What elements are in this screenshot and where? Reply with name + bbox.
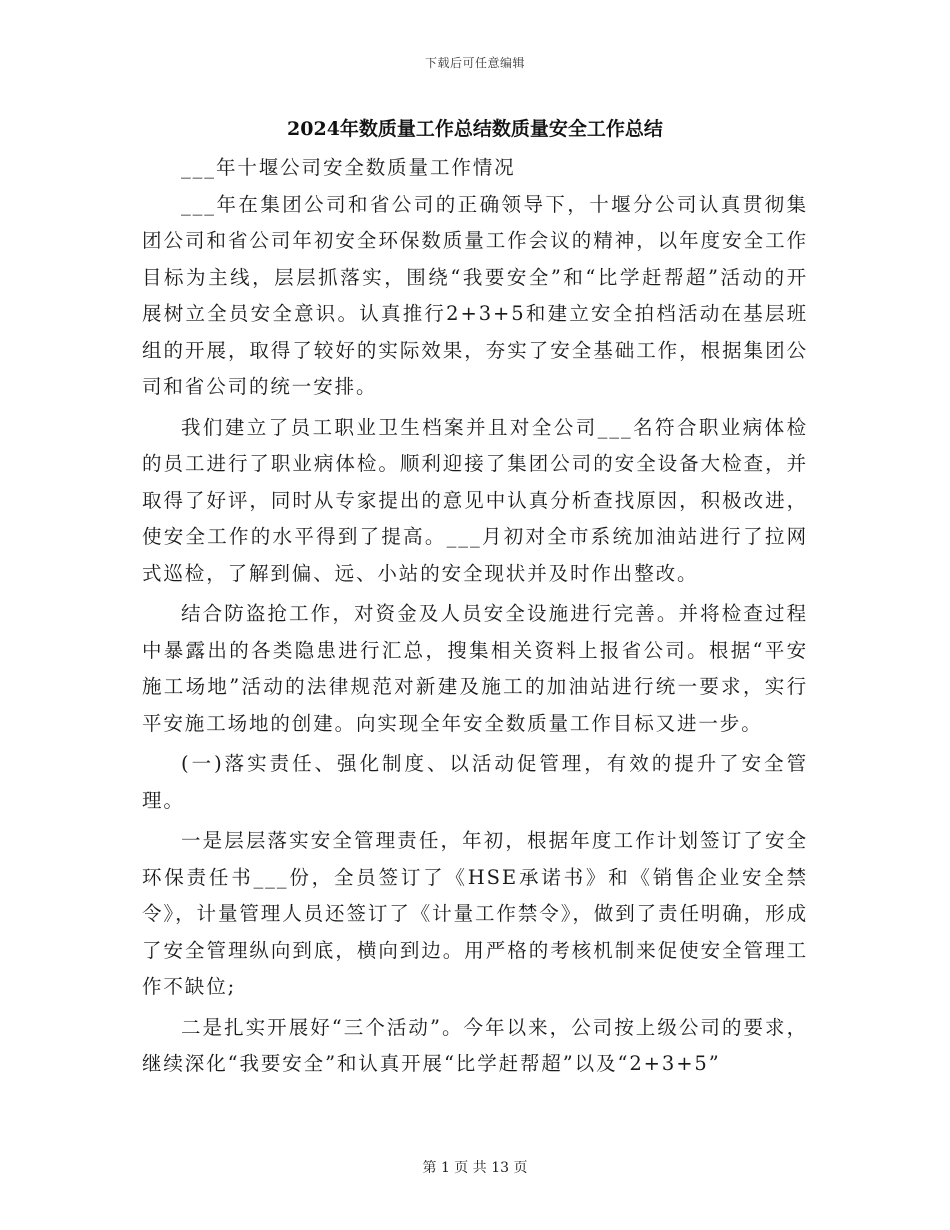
paragraph-3: 结合防盗抢工作，对资金及人员安全设施进行完善。并将检查过程中暴露出的各类隐患进行汇总，搜集相关资料上报省公司。根据“平安施工场地”活动的法律规范对新建及施工的加油站进行统一要求，实行平安施工场地的创建。向实现全年安全数质量工作目标又进一步。 [142, 602, 808, 735]
paragraph-2: 我们建立了员工职业卫生档案并且对全公司___名符合职业病体检的员工进行了职业病体检。顺利迎接了集团公司的安全设备大检查，并取得了好评，同时从专家提出的意见中认真分析查找原因，积极改进，使安全工作的水平得到了提高。___月初对全市系统加油站进行了拉网式巡检，了解到偏、远、小站的安全现状并及时作出整改。 [142, 415, 808, 585]
document-title: 2024年数质量工作总结数质量安全工作总结 [287, 118, 663, 140]
document-body [142, 150, 808, 1083]
paragraph-subtitle: ___年十堰公司安全数质量工作情况 [181, 156, 516, 179]
paragraph-1: ___年在集团公司和省公司的正确领导下，十堰分公司认真贯彻集团公司和省公司年初安全环保数质量工作会议的精神，以年度安全工作目标为主线，层层抓落实，围绕“我要安全”和“比学赶帮超”活动的开展树立全员安全意识。认真推行2+3+5和建立安全拍档活动在基层班组的开展，取得了较好的实际效果，夯实了安全基础工作，根据集团公司和省公司的统一安排。 [142, 192, 808, 398]
paragraph-6: 二是扎实开展好“三个活动”。今年以来，公司按上级公司的要求，继续深化“我要安全”和认真开展“比学赶帮超”以及“2+3+5” [142, 1015, 808, 1075]
page-header-note: 下载后可任意编辑 [424, 56, 525, 70]
paragraph-5: 一是层层落实安全管理责任，年初，根据年度工作计划签订了安全环保责任书___份，全员签订了《HSE承诺书》和《销售企业安全禁令》，计量管理人员还签订了《计量工作禁令》，做到了责任明确，形成了安全管理纵向到底，横向到边。用严格的考核机制来促使安全管理工作不缺位; [142, 829, 808, 998]
page-number: 第 1 页 共 13 页 [422, 1160, 528, 1176]
paragraph-4: (一)落实责任、强化制度、以活动促管理，有效的提升了安全管理。 [142, 752, 808, 812]
